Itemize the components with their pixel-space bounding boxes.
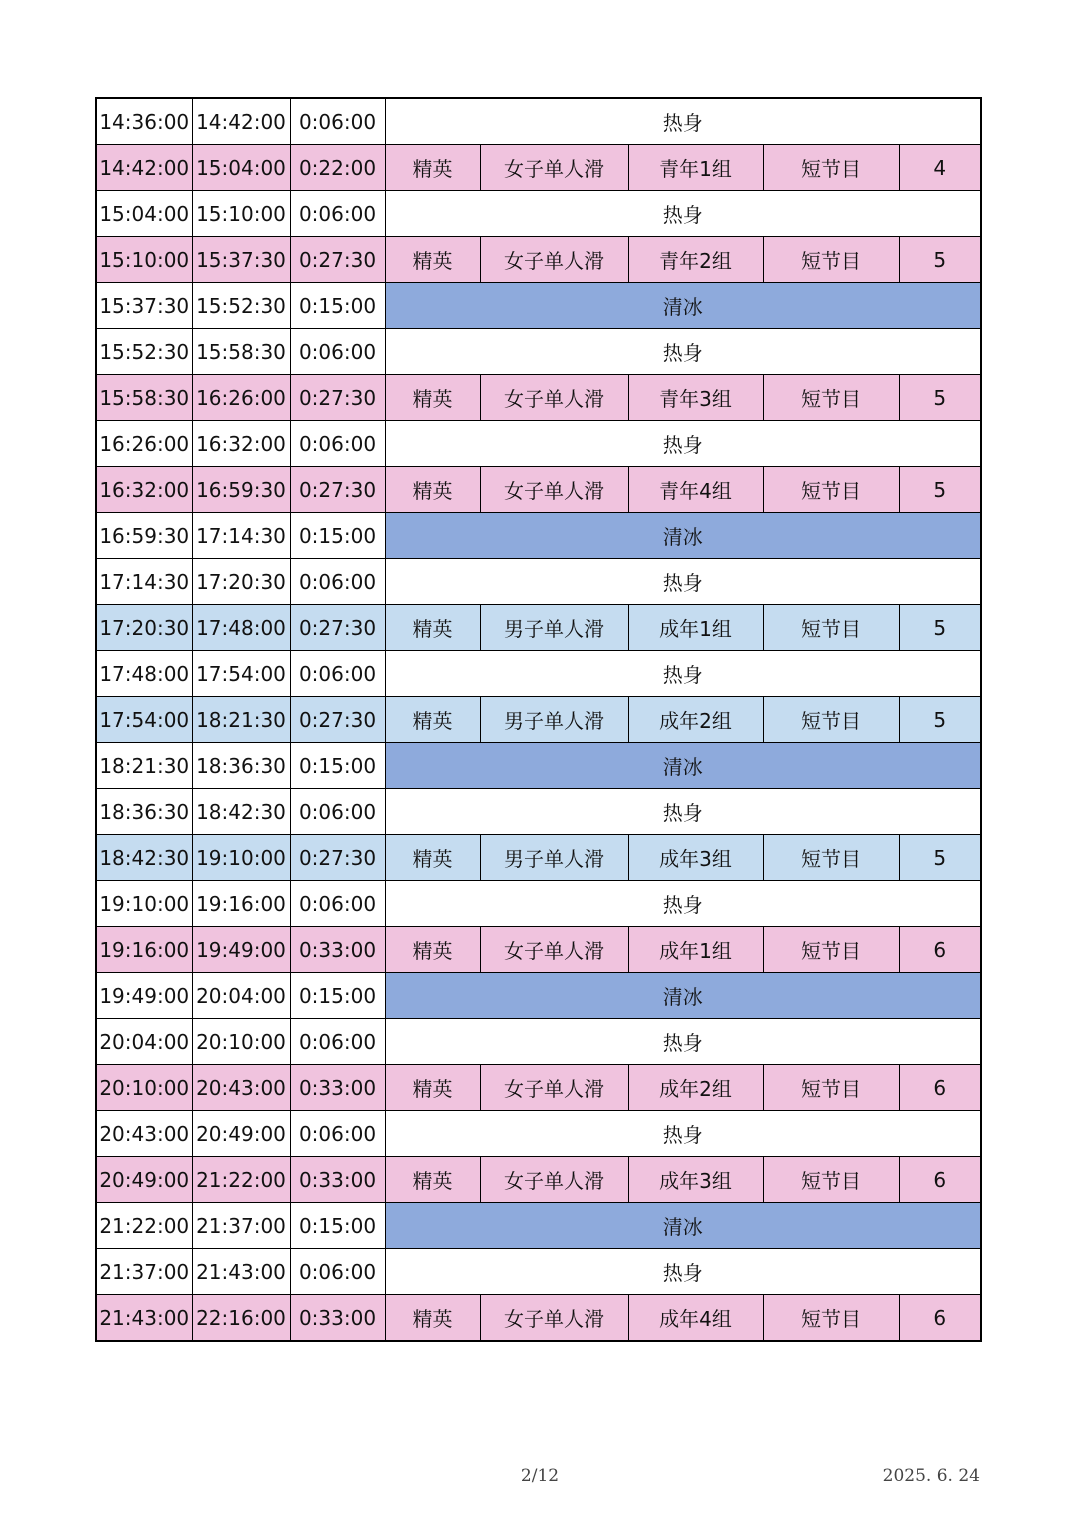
- table-row: [96, 513, 981, 559]
- duration-cell: 0:06:00: [290, 881, 385, 927]
- group-cell: 成年1组: [628, 605, 763, 651]
- end-time-cell: 21:43:00: [192, 1249, 290, 1295]
- warmup-cell: 热身: [385, 421, 981, 467]
- discipline-cell: 女子单人滑: [480, 467, 628, 513]
- start-time-cell: 15:52:30: [96, 329, 192, 375]
- duration-cell: 0:06:00: [290, 1111, 385, 1157]
- table-row: [96, 283, 981, 329]
- table-row: [96, 467, 981, 513]
- start-time-cell: 17:14:30: [96, 559, 192, 605]
- table-row: [96, 145, 981, 191]
- end-time-cell: 20:49:00: [192, 1111, 290, 1157]
- duration-cell: 0:33:00: [290, 1295, 385, 1342]
- start-time-cell: 14:36:00: [96, 98, 192, 145]
- level-cell: 精英: [385, 835, 480, 881]
- end-time-cell: 16:32:00: [192, 421, 290, 467]
- warmup-cell: 热身: [385, 98, 981, 145]
- end-time-cell: 17:20:30: [192, 559, 290, 605]
- end-time-cell: 17:14:30: [192, 513, 290, 559]
- table-row: [96, 927, 981, 973]
- discipline-cell: 女子单人滑: [480, 927, 628, 973]
- group-cell: 青年3组: [628, 375, 763, 421]
- table-row: [96, 881, 981, 927]
- end-time-cell: 15:58:30: [192, 329, 290, 375]
- level-cell: 精英: [385, 1157, 480, 1203]
- schedule-table: [95, 97, 982, 1342]
- duration-cell: 0:22:00: [290, 145, 385, 191]
- count-cell: 5: [899, 605, 981, 651]
- end-time-cell: 15:37:30: [192, 237, 290, 283]
- count-cell: 5: [899, 467, 981, 513]
- segment-cell: 短节目: [763, 927, 899, 973]
- segment-cell: 短节目: [763, 605, 899, 651]
- end-time-cell: 20:10:00: [192, 1019, 290, 1065]
- count-cell: 6: [899, 927, 981, 973]
- table-row: [96, 1203, 981, 1249]
- warmup-cell: 热身: [385, 1111, 981, 1157]
- ice-clearing-cell: 清冰: [385, 513, 981, 559]
- table-row: [96, 1019, 981, 1065]
- table-row: [96, 789, 981, 835]
- table-row: [96, 697, 981, 743]
- footer-date: 2025. 6. 24: [882, 1466, 980, 1486]
- group-cell: 青年2组: [628, 237, 763, 283]
- table-row: [96, 237, 981, 283]
- segment-cell: 短节目: [763, 1065, 899, 1111]
- level-cell: 精英: [385, 237, 480, 283]
- group-cell: 成年3组: [628, 1157, 763, 1203]
- count-cell: 5: [899, 375, 981, 421]
- table-row: [96, 1249, 981, 1295]
- duration-cell: 0:06:00: [290, 191, 385, 237]
- table-row: [96, 559, 981, 605]
- duration-cell: 0:06:00: [290, 559, 385, 605]
- duration-cell: 0:33:00: [290, 1157, 385, 1203]
- table-row: [96, 835, 981, 881]
- duration-cell: 0:15:00: [290, 283, 385, 329]
- segment-cell: 短节目: [763, 145, 899, 191]
- duration-cell: 0:06:00: [290, 1019, 385, 1065]
- start-time-cell: 21:22:00: [96, 1203, 192, 1249]
- duration-cell: 0:27:30: [290, 835, 385, 881]
- segment-cell: 短节目: [763, 237, 899, 283]
- duration-cell: 0:15:00: [290, 743, 385, 789]
- warmup-cell: 热身: [385, 789, 981, 835]
- count-cell: 5: [899, 237, 981, 283]
- duration-cell: 0:27:30: [290, 697, 385, 743]
- start-time-cell: 19:10:00: [96, 881, 192, 927]
- duration-cell: 0:15:00: [290, 1203, 385, 1249]
- start-time-cell: 15:04:00: [96, 191, 192, 237]
- duration-cell: 0:27:30: [290, 237, 385, 283]
- end-time-cell: 15:04:00: [192, 145, 290, 191]
- table-row: [96, 1065, 981, 1111]
- group-cell: 青年4组: [628, 467, 763, 513]
- group-cell: 成年1组: [628, 927, 763, 973]
- discipline-cell: 女子单人滑: [480, 1157, 628, 1203]
- start-time-cell: 17:54:00: [96, 697, 192, 743]
- warmup-cell: 热身: [385, 881, 981, 927]
- duration-cell: 0:33:00: [290, 927, 385, 973]
- level-cell: 精英: [385, 927, 480, 973]
- duration-cell: 0:27:30: [290, 467, 385, 513]
- start-time-cell: 16:32:00: [96, 467, 192, 513]
- start-time-cell: 20:43:00: [96, 1111, 192, 1157]
- table-row: [96, 651, 981, 697]
- end-time-cell: 15:10:00: [192, 191, 290, 237]
- warmup-cell: 热身: [385, 191, 981, 237]
- count-cell: 6: [899, 1295, 981, 1342]
- end-time-cell: 17:48:00: [192, 605, 290, 651]
- level-cell: 精英: [385, 375, 480, 421]
- discipline-cell: 男子单人滑: [480, 697, 628, 743]
- end-time-cell: 20:43:00: [192, 1065, 290, 1111]
- count-cell: 6: [899, 1065, 981, 1111]
- discipline-cell: 女子单人滑: [480, 1295, 628, 1342]
- group-cell: 青年1组: [628, 145, 763, 191]
- table-row: [96, 375, 981, 421]
- group-cell: 成年4组: [628, 1295, 763, 1342]
- table-row: [96, 191, 981, 237]
- segment-cell: 短节目: [763, 697, 899, 743]
- end-time-cell: 18:42:30: [192, 789, 290, 835]
- end-time-cell: 19:49:00: [192, 927, 290, 973]
- end-time-cell: 19:10:00: [192, 835, 290, 881]
- segment-cell: 短节目: [763, 1157, 899, 1203]
- start-time-cell: 18:42:30: [96, 835, 192, 881]
- discipline-cell: 男子单人滑: [480, 605, 628, 651]
- end-time-cell: 20:04:00: [192, 973, 290, 1019]
- end-time-cell: 21:22:00: [192, 1157, 290, 1203]
- page-number: 2/12: [520, 1466, 560, 1486]
- level-cell: 精英: [385, 1295, 480, 1342]
- segment-cell: 短节目: [763, 835, 899, 881]
- duration-cell: 0:06:00: [290, 98, 385, 145]
- warmup-cell: 热身: [385, 651, 981, 697]
- table-row: [96, 743, 981, 789]
- start-time-cell: 17:20:30: [96, 605, 192, 651]
- segment-cell: 短节目: [763, 467, 899, 513]
- start-time-cell: 15:58:30: [96, 375, 192, 421]
- table-row: [96, 329, 981, 375]
- level-cell: 精英: [385, 697, 480, 743]
- segment-cell: 短节目: [763, 375, 899, 421]
- table-row: [96, 1157, 981, 1203]
- duration-cell: 0:06:00: [290, 421, 385, 467]
- end-time-cell: 19:16:00: [192, 881, 290, 927]
- warmup-cell: 热身: [385, 559, 981, 605]
- end-time-cell: 15:52:30: [192, 283, 290, 329]
- group-cell: 成年2组: [628, 1065, 763, 1111]
- table-row: [96, 421, 981, 467]
- group-cell: 成年3组: [628, 835, 763, 881]
- duration-cell: 0:06:00: [290, 789, 385, 835]
- start-time-cell: 19:16:00: [96, 927, 192, 973]
- end-time-cell: 18:36:30: [192, 743, 290, 789]
- start-time-cell: 20:10:00: [96, 1065, 192, 1111]
- start-time-cell: 15:37:30: [96, 283, 192, 329]
- count-cell: 6: [899, 1157, 981, 1203]
- duration-cell: 0:15:00: [290, 513, 385, 559]
- warmup-cell: 热身: [385, 1249, 981, 1295]
- duration-cell: 0:15:00: [290, 973, 385, 1019]
- level-cell: 精英: [385, 1065, 480, 1111]
- end-time-cell: 18:21:30: [192, 697, 290, 743]
- start-time-cell: 21:43:00: [96, 1295, 192, 1342]
- ice-clearing-cell: 清冰: [385, 973, 981, 1019]
- end-time-cell: 17:54:00: [192, 651, 290, 697]
- warmup-cell: 热身: [385, 1019, 981, 1065]
- level-cell: 精英: [385, 145, 480, 191]
- ice-clearing-cell: 清冰: [385, 283, 981, 329]
- table-row: [96, 973, 981, 1019]
- end-time-cell: 14:42:00: [192, 98, 290, 145]
- level-cell: 精英: [385, 467, 480, 513]
- ice-clearing-cell: 清冰: [385, 743, 981, 789]
- segment-cell: 短节目: [763, 1295, 899, 1342]
- duration-cell: 0:33:00: [290, 1065, 385, 1111]
- end-time-cell: 16:26:00: [192, 375, 290, 421]
- duration-cell: 0:06:00: [290, 1249, 385, 1295]
- count-cell: 5: [899, 835, 981, 881]
- count-cell: 4: [899, 145, 981, 191]
- start-time-cell: 18:21:30: [96, 743, 192, 789]
- start-time-cell: 18:36:30: [96, 789, 192, 835]
- end-time-cell: 16:59:30: [192, 467, 290, 513]
- schedule-body: [96, 98, 981, 1341]
- discipline-cell: 男子单人滑: [480, 835, 628, 881]
- group-cell: 成年2组: [628, 697, 763, 743]
- start-time-cell: 21:37:00: [96, 1249, 192, 1295]
- start-time-cell: 16:59:30: [96, 513, 192, 559]
- start-time-cell: 16:26:00: [96, 421, 192, 467]
- table-row: [96, 605, 981, 651]
- count-cell: 5: [899, 697, 981, 743]
- table-row: [96, 1111, 981, 1157]
- discipline-cell: 女子单人滑: [480, 145, 628, 191]
- duration-cell: 0:06:00: [290, 329, 385, 375]
- ice-clearing-cell: 清冰: [385, 1203, 981, 1249]
- start-time-cell: 20:04:00: [96, 1019, 192, 1065]
- end-time-cell: 21:37:00: [192, 1203, 290, 1249]
- discipline-cell: 女子单人滑: [480, 237, 628, 283]
- duration-cell: 0:06:00: [290, 651, 385, 697]
- duration-cell: 0:27:30: [290, 375, 385, 421]
- start-time-cell: 19:49:00: [96, 973, 192, 1019]
- duration-cell: 0:27:30: [290, 605, 385, 651]
- start-time-cell: 17:48:00: [96, 651, 192, 697]
- start-time-cell: 15:10:00: [96, 237, 192, 283]
- discipline-cell: 女子单人滑: [480, 375, 628, 421]
- table-row: [96, 1295, 981, 1342]
- level-cell: 精英: [385, 605, 480, 651]
- start-time-cell: 14:42:00: [96, 145, 192, 191]
- discipline-cell: 女子单人滑: [480, 1065, 628, 1111]
- table-row: [96, 98, 981, 145]
- end-time-cell: 22:16:00: [192, 1295, 290, 1342]
- warmup-cell: 热身: [385, 329, 981, 375]
- start-time-cell: 20:49:00: [96, 1157, 192, 1203]
